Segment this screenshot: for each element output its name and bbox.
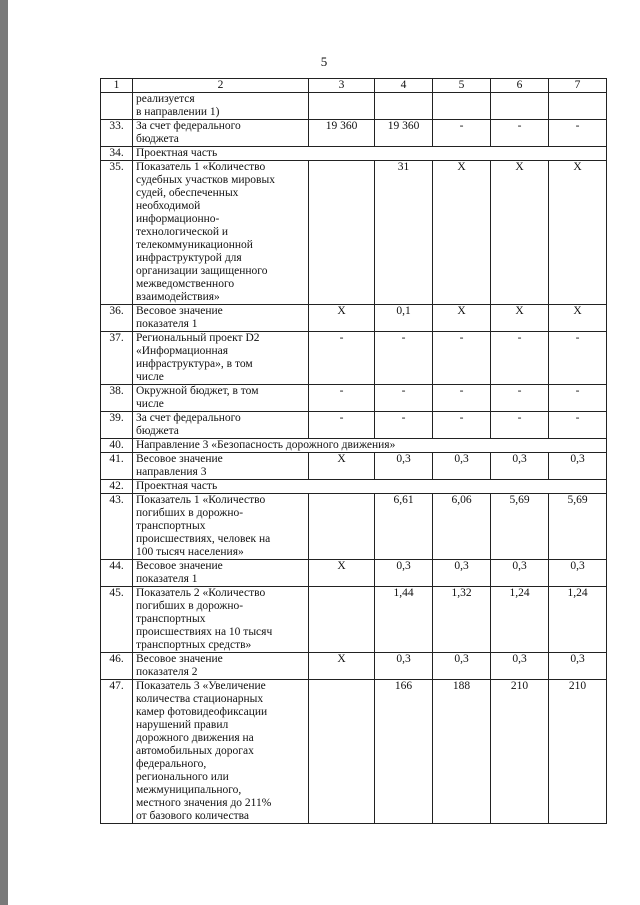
row-number: 42. [101, 480, 133, 494]
row-number: 45. [101, 587, 133, 653]
row-name: За счет федерального бюджета [133, 120, 309, 147]
value-cell: - [309, 412, 375, 439]
value-cell: Х [549, 305, 607, 332]
row-number: 34. [101, 147, 133, 161]
value-cell: 0,3 [549, 560, 607, 587]
value-cell: Х [491, 305, 549, 332]
value-cell [433, 93, 491, 120]
table-row [101, 385, 607, 412]
value-cell: 1,44 [375, 587, 433, 653]
table-row [101, 439, 607, 453]
value-cell: 1,24 [491, 587, 549, 653]
document-page [8, 0, 640, 905]
value-cell [491, 93, 549, 120]
row-name: Весовое значение показателя 1 [133, 305, 309, 332]
table-row [101, 412, 607, 439]
row-name: Показатель 3 «Увеличение количества стационарных камер фотовидеофиксации нарушений правил дорожного движения на автомобильных дорогах федерального, регионального или межмуниципального, местного значения до 211% от базового количества [133, 680, 309, 824]
value-cell: - [549, 120, 607, 147]
row-number: 43. [101, 494, 133, 560]
column-header: 7 [549, 79, 607, 93]
value-cell [309, 587, 375, 653]
table-row [101, 587, 607, 653]
value-cell: 19 360 [309, 120, 375, 147]
value-cell: - [309, 332, 375, 385]
value-cell: 0,3 [375, 453, 433, 480]
table-row [101, 453, 607, 480]
row-name: Региональный проект D2 «Информационная инфраструктура», в том числе [133, 332, 309, 385]
row-number: 39. [101, 412, 133, 439]
row-name: Показатель 1 «Количество судебных участков мировых судей, обеспеченных необходимой информационно- технологической и телекоммуникационной инфраструктурой для организации защищенного межведомственного взаимодействия» [133, 161, 309, 305]
column-header: 4 [375, 79, 433, 93]
value-cell: - [549, 332, 607, 385]
row-name: Направление 3 «Безопасность дорожного движения» [133, 439, 607, 453]
value-cell: - [491, 385, 549, 412]
row-number: 35. [101, 161, 133, 305]
value-cell: 0,3 [491, 560, 549, 587]
value-cell: - [491, 412, 549, 439]
column-header: 6 [491, 79, 549, 93]
value-cell: - [375, 332, 433, 385]
row-number: 47. [101, 680, 133, 824]
table-row [101, 480, 607, 494]
value-cell: 0,1 [375, 305, 433, 332]
row-number: 46. [101, 653, 133, 680]
row-name: Проектная часть [133, 147, 607, 161]
value-cell: 0,3 [375, 560, 433, 587]
value-cell: 1,32 [433, 587, 491, 653]
value-cell: - [309, 385, 375, 412]
column-header: 3 [309, 79, 375, 93]
value-cell: 5,69 [549, 494, 607, 560]
table-row [101, 680, 607, 824]
table-row [101, 93, 607, 120]
value-cell: - [433, 332, 491, 385]
value-cell: 0,3 [433, 653, 491, 680]
row-number: 36. [101, 305, 133, 332]
value-cell: - [549, 385, 607, 412]
row-name: Окружной бюджет, в том числе [133, 385, 309, 412]
value-cell: - [433, 120, 491, 147]
value-cell: 210 [491, 680, 549, 824]
table-row [101, 332, 607, 385]
row-name: За счет федерального бюджета [133, 412, 309, 439]
value-cell: 210 [549, 680, 607, 824]
value-cell: Х [309, 653, 375, 680]
value-cell: - [433, 385, 491, 412]
value-cell: 6,06 [433, 494, 491, 560]
value-cell [375, 93, 433, 120]
table-row [101, 560, 607, 587]
value-cell: 0,3 [549, 453, 607, 480]
value-cell: 0,3 [375, 653, 433, 680]
value-cell: 0,3 [491, 453, 549, 480]
header-row [101, 79, 607, 93]
row-number: 38. [101, 385, 133, 412]
value-cell: - [491, 332, 549, 385]
row-number: 41. [101, 453, 133, 480]
value-cell: 0,3 [491, 653, 549, 680]
column-header: 1 [101, 79, 133, 93]
value-cell: Х [433, 305, 491, 332]
table-row [101, 653, 607, 680]
row-number: 44. [101, 560, 133, 587]
value-cell [549, 93, 607, 120]
value-cell: Х [549, 161, 607, 305]
value-cell: 6,61 [375, 494, 433, 560]
value-cell: 31 [375, 161, 433, 305]
value-cell: 0,3 [549, 653, 607, 680]
column-header: 5 [433, 79, 491, 93]
value-cell: 19 360 [375, 120, 433, 147]
value-cell: - [549, 412, 607, 439]
value-cell [309, 680, 375, 824]
value-cell: 0,3 [433, 453, 491, 480]
row-name: Показатель 2 «Количество погибших в дорожно- транспортных происшествиях на 10 тысяч транспортных средств» [133, 587, 309, 653]
row-number [101, 93, 133, 120]
value-cell: - [433, 412, 491, 439]
value-cell: Х [491, 161, 549, 305]
value-cell: Х [433, 161, 491, 305]
value-cell [309, 161, 375, 305]
value-cell [309, 494, 375, 560]
value-cell: 166 [375, 680, 433, 824]
row-name: Проектная часть [133, 480, 607, 494]
value-cell: Х [309, 560, 375, 587]
table-row [101, 120, 607, 147]
row-name: реализуется в направлении 1) [133, 93, 309, 120]
row-name: Весовое значение направления 3 [133, 453, 309, 480]
value-cell: - [375, 412, 433, 439]
value-cell: - [375, 385, 433, 412]
row-name: Весовое значение показателя 1 [133, 560, 309, 587]
row-number: 40. [101, 439, 133, 453]
row-name: Показатель 1 «Количество погибших в дорожно- транспортных происшествиях, человек на 100 тысяч населения» [133, 494, 309, 560]
value-cell [309, 93, 375, 120]
row-name: Весовое значение показателя 2 [133, 653, 309, 680]
value-cell: 1,24 [549, 587, 607, 653]
table-row [101, 147, 607, 161]
value-cell: 188 [433, 680, 491, 824]
indicators-table [100, 78, 607, 824]
row-number: 33. [101, 120, 133, 147]
value-cell: 5,69 [491, 494, 549, 560]
table-row [101, 305, 607, 332]
value-cell: Х [309, 305, 375, 332]
table-row [101, 494, 607, 560]
table-row [101, 161, 607, 305]
row-number: 37. [101, 332, 133, 385]
page-number: 5 [320, 54, 328, 69]
column-header: 2 [133, 79, 309, 93]
value-cell: - [491, 120, 549, 147]
value-cell: 0,3 [433, 560, 491, 587]
value-cell: Х [309, 453, 375, 480]
